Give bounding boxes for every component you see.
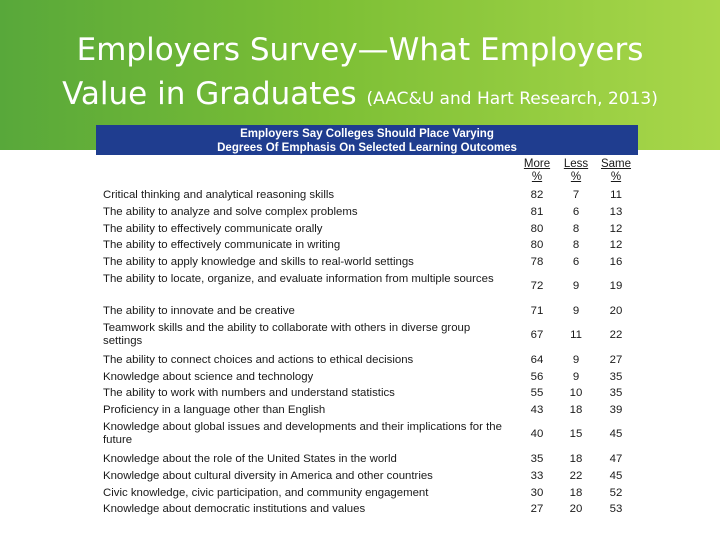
row-label: Knowledge about the role of the United States in the world [103,452,397,465]
more-percent: 30 [530,486,544,499]
column-header-less [558,158,594,184]
less-percent: 9 [572,370,580,383]
more-percent: 43 [530,404,544,417]
more-percent: 80 [530,239,544,252]
same-percent: 39 [609,404,623,417]
row-label: The ability to innovate and be creative [103,304,295,317]
same-percent: 11 [610,189,622,201]
same-percent: 12 [609,222,623,235]
same-percent: 35 [609,370,623,383]
less-percent: 6 [572,256,580,269]
column-header-unit: % [531,171,543,183]
row-label: Knowledge about science and technology [103,370,314,383]
less-percent: 20 [569,503,583,516]
more-percent: 78 [530,256,544,269]
less-percent: 18 [569,486,583,499]
table-row [96,385,638,402]
more-percent: 81 [530,205,544,218]
less-percent: 22 [569,469,583,482]
more-percent: 33 [530,469,544,482]
table-header [96,125,638,155]
slide-title-main: Value in Graduates [62,76,357,112]
row-label: Knowledge about cultural diversity in America and other countries [103,469,433,482]
table-row [96,271,638,303]
slide-title [0,28,720,121]
less-percent: 9 [572,279,580,292]
less-percent: 18 [569,452,583,465]
table-row [96,254,638,271]
row-label: Proficiency in a language other than English [103,404,326,417]
table-row [96,501,638,518]
less-percent: 11 [570,328,582,341]
slide-title-line-2 [0,72,720,121]
table-row [96,187,638,204]
more-percent: 80 [530,222,544,235]
slide-title-line-1: Employers Survey—What Employers [76,32,644,68]
column-header-label: Less [563,158,589,170]
same-percent: 22 [609,328,623,341]
less-percent: 6 [572,205,580,218]
same-percent: 20 [609,304,623,317]
table-row [96,303,638,320]
less-percent: 7 [572,189,580,201]
same-percent: 19 [609,279,623,292]
more-percent: 56 [530,370,544,383]
slide-title-citation: (AAC&U and Hart Research, 2013) [366,89,658,109]
same-percent: 53 [609,503,623,516]
column-header-label: Same [600,158,632,170]
table-header-line-2: Degrees Of Emphasis On Selected Learning Outcomes [217,142,517,154]
more-percent: 82 [530,189,544,201]
same-percent: 45 [609,469,623,482]
same-percent: 13 [609,205,623,218]
table-row [96,221,638,238]
row-label: Critical thinking and analytical reasoning skills [103,189,335,201]
less-percent: 8 [572,239,580,252]
less-percent: 8 [572,222,580,235]
column-header-unit: % [570,171,582,183]
same-percent: 35 [609,387,623,400]
table-row [96,451,638,468]
row-label: Knowledge about democratic institutions and values [103,503,366,516]
survey-table [96,125,638,522]
more-percent: 67 [530,328,544,341]
table-row [96,369,638,386]
more-percent: 64 [530,353,544,366]
row-label: The ability to analyze and solve complex problems [103,205,358,218]
row-label: The ability to locate, organize, and evaluate information from multiple sources [103,272,494,285]
same-percent: 47 [609,452,623,465]
row-label: The ability to work with numbers and understand statistics [103,387,395,400]
row-label: Knowledge about global issues and developments and their implications for the future [103,420,502,446]
less-percent: 10 [569,387,583,400]
less-percent: 18 [569,404,583,417]
table-row [96,402,638,419]
table-body [96,187,638,518]
table-row [96,320,638,352]
same-percent: 45 [609,427,623,440]
less-percent: 9 [572,304,580,317]
row-label: Teamwork skills and the ability to collaborate with others in diverse group settings [103,321,471,347]
same-percent: 12 [609,239,623,252]
table-row [96,204,638,221]
column-headers [96,155,638,185]
row-label: The ability to effectively communicate in writing [103,239,341,252]
column-header-unit: % [610,171,622,183]
table-row [96,352,638,369]
table-header-line-1: Employers Say Colleges Should Place Varying [240,128,494,140]
column-header-same [598,158,634,184]
more-percent: 71 [530,304,544,317]
same-percent: 16 [609,256,623,269]
less-percent: 15 [569,427,583,440]
more-percent: 27 [530,503,544,516]
column-header-more [519,158,555,184]
less-percent: 9 [572,353,580,366]
table-row [96,419,638,451]
row-label: The ability to connect choices and actions to ethical decisions [103,353,414,366]
row-label: The ability to effectively communicate orally [103,222,323,235]
table-row [96,468,638,485]
table-row [96,237,638,254]
same-percent: 27 [609,353,623,366]
more-percent: 40 [530,427,544,440]
same-percent: 52 [609,486,623,499]
row-label: The ability to apply knowledge and skills to real-world settings [103,256,414,269]
column-header-label: More [523,158,551,170]
more-percent: 72 [530,279,544,292]
row-label: Civic knowledge, civic participation, and community engagement [103,486,429,499]
more-percent: 35 [530,452,544,465]
table-row [96,485,638,502]
more-percent: 55 [530,387,544,400]
